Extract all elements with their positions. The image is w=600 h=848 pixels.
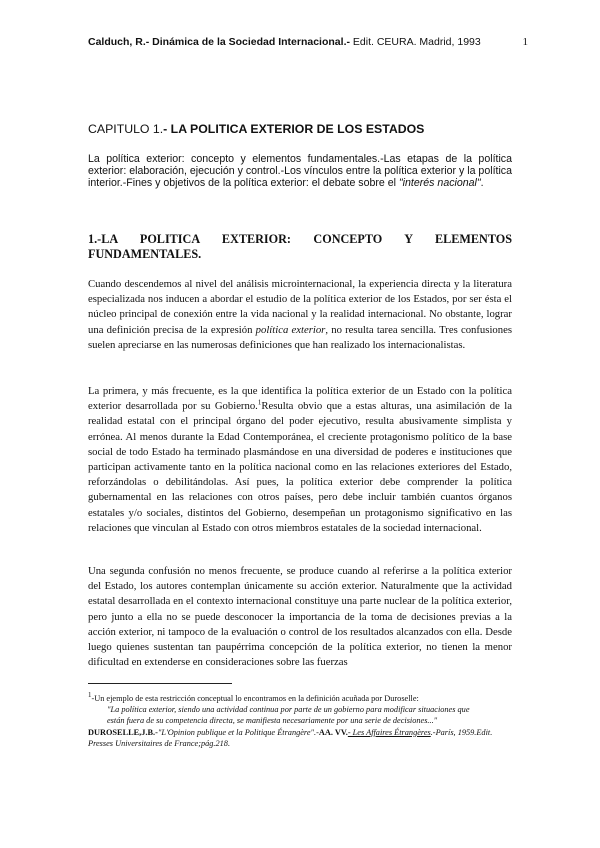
footnote-divider [88, 683, 232, 684]
running-header [88, 36, 528, 48]
paragraph-3: Una segunda confusión no menos frecuente, se produce cuando al referirse a la política exterior del Estado, los autores contemplan únicamente su acción exterior. Naturalmente que la actividad estatal desarrollada en el contexto internacional constituye una parte nuclear de la política exterior, pero junto a ella no se puede desconocer la importancia de la toma de decisiones previas a la acción exterior, ni tampoco de la evaluación o control de los resultados alcanzados con ella. Desde luego quienes sustentan tan paupérrima concepción de la política exterior, no tienen la menor dificultad en extenderse en consideraciones sobre las fuerzas [88, 565, 512, 669]
abstract-text: La política exterior: concepto y elementos fundamentales.-Las etapas de la política exterior: elaboración, ejecución y control.-Los vínculos entre la política exterior y la política interior.-Fines y objetivos de la política exterior: el debate sobre el [88, 153, 512, 190]
paragraph-2 [88, 384, 512, 536]
footnote-quote: "La política exterior, siendo una actividad continua por parte de un gobierno para modificar situaciones que están fuera de su competencia directa, se manifiesta necesariamente por una serie de decisiones..." [107, 705, 470, 726]
section-heading-line2: FUNDAMENTALES. [88, 247, 202, 261]
section-heading [88, 232, 512, 262]
footnote-marker: 1 [88, 692, 92, 699]
p1-italic: política exterior [255, 323, 326, 336]
footnote-ref-end: .-París, 1959.Edit. Presses Universitaires de France;pág.218. [88, 727, 493, 748]
footnote-ref-1[interactable]: 1 [257, 398, 262, 407]
abstract-italic-term: "interés nacional" [398, 177, 481, 190]
header-author-title: Calduch, R.- Dinámica de la Sociedad Internacional.- [88, 36, 350, 48]
footnote-ref-collection: - Les Affaires Étrangères [347, 727, 431, 737]
section-heading-line1: 1.-LA POLITICA EXTERIOR: CONCEPTO Y ELEMENTOS [88, 232, 512, 246]
p2-text-a: La primera, y más frecuente, es la que identifica la política exterior de un Estado con la política exterior desarrollada por su Gobierno. [88, 385, 512, 413]
footnote-ref-title: "L'Opinion publique et la Politique Étrangère".- [157, 727, 319, 737]
footnote-ref-aa: AA. VV. [318, 727, 348, 737]
p2-text-b: Resulta obvio que a estas alturas, una asimilación de la realidad estatal con el principal órgano del poder ejecutivo, resulta abusivamente simplista y errónea. Al menos durante la Edad Contemporánea, el creciente protagonismo político de la base social de todo Estado ha terminado plasmándose en una diversidad de poderes e instituciones que participan activamente tanto en la política nacional como en las relaciones exteriores del Estado, reforzándolas o debilitándolas. Así pues, la política exterior debe comprender la política gubernamental en las relaciones con otros países, pero debe incluir también cuantos órganos estatales y/o sociales, distintos del Gobierno, desempeñan un protagonismo significativo en las relaciones que vinculan al Estado con otros miembros estatales de la sociedad internacional. [88, 400, 512, 534]
footnote-reference [88, 727, 512, 750]
page-number: 1 [522, 36, 528, 48]
p1-text-a: Cuando descendemos al nivel del análisis microinternacional, la experiencia directa y la literatura especializada nos inducen a abordar el estudio de la política exterior de los Estados, por ser ésta el núcleo principal de conexión entre la vida nacional y la realidad internacional. No obstante, lograr una definición precisa de la expresión [88, 278, 512, 336]
footnote-intro: -Un ejemplo de esta restricción conceptual lo encontramos en la definición acuñada por Duroselle: [91, 693, 419, 703]
abstract-end: . [480, 177, 484, 190]
chapter-abstract [88, 153, 512, 190]
chapter-title [88, 122, 528, 136]
paragraph-1 [88, 277, 512, 353]
p1-text-b: , no resulta tarea sencilla. Tres confusiones suelen apreciarse en las numerosas definiciones que han realizado los internacionalistas. [88, 323, 512, 351]
footnote-ref-author: DUROSELLE,J.B.- [88, 727, 158, 737]
header-publisher: Edit. CEURA. Madrid, 1993 [349, 36, 481, 48]
chapter-name: - LA POLITICA EXTERIOR DE LOS ESTADOS [163, 122, 425, 136]
chapter-prefix: CAPITULO 1. [88, 122, 164, 136]
footnote-1 [88, 690, 512, 749]
